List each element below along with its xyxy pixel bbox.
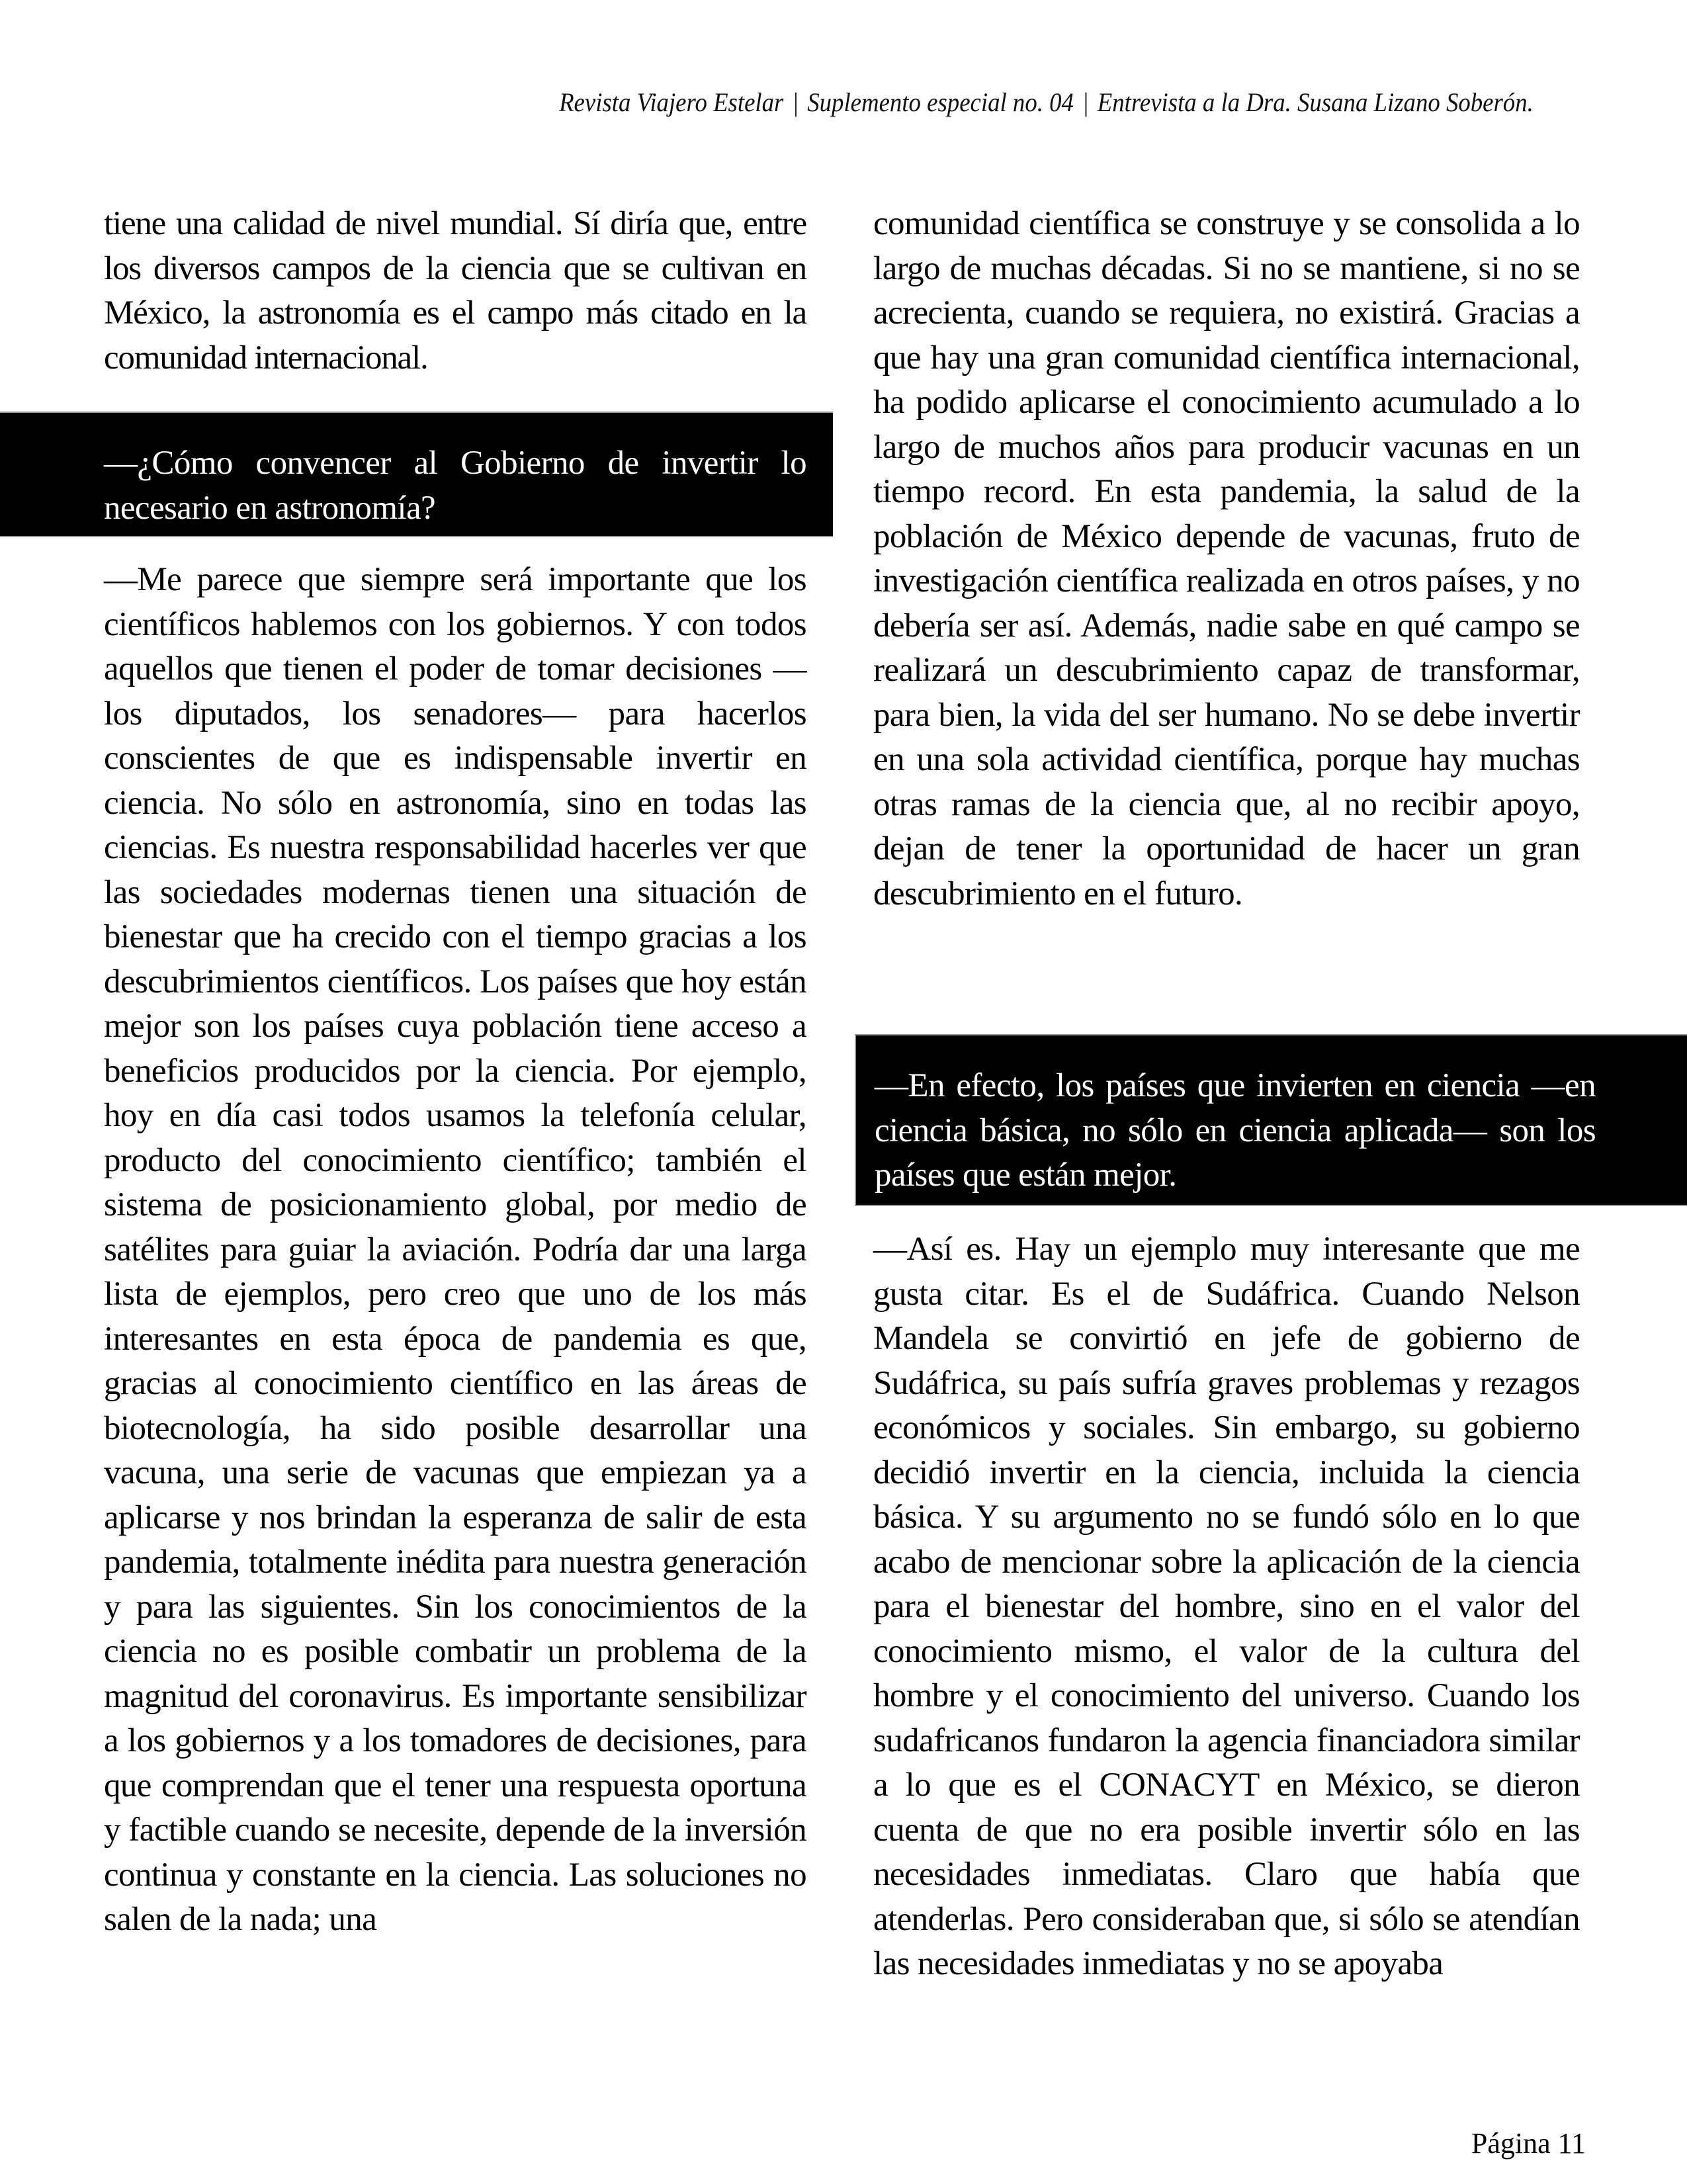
header-interview-title: Entrevista a la Dra. Susana Lizano Soberón. <box>1097 87 1534 117</box>
interview-question-box <box>855 1034 1687 1206</box>
interview-answer: —Me parece que siempre será importante que los científicos hablemos con los gobiernos. Y con todos aquellos que tienen el poder de tomar decisiones —los diputados, los senadores— para hacerlos conscientes de que es indispensable invertir en ciencia. No sólo en astronomía, sino en todas las ciencias. Es nuestra responsabilidad hacerles ver que las sociedades modernas tienen una situación de bienestar que ha crecido con el tiempo gracias a los descubrimientos científicos. Los países que hoy están mejor son los países cuya población tiene acceso a beneficios producidos por la ciencia. Por ejemplo, hoy en día casi todos usamos la telefonía celular, producto del conocimiento científico; también el sistema de posicionamiento global, por medio de satélites para guiar la aviación. Podría dar una larga lista de ejemplos, pero creo que uno de los más interesantes en esta época de pandemia es que, gracias al conocimiento científico en las áreas de biotecnología, ha sido posible desarrollar una vacuna, una serie de vacunas que empiezan ya a aplicarse y nos brindan la esperanza de salir de esta pandemia, totalmente inédita para nuestra generación y para las siguientes. Sin los conocimientos de la ciencia no es posible combatir un problema de la magnitud del coronavirus. Es importante sensibilizar a los gobiernos y a los tomadores de decisiones, para que comprendan que el tener una respuesta oportuna y factible cuando se necesite, depende de la inversión continua y constante en la ciencia. Las soluciones no salen de la nada; una <box>104 561 806 1938</box>
interview-question: —En efecto, los países que invierten en ciencia —en ciencia básica, no sólo en ciencia aplicada— son los países que están mejor. <box>875 1067 1596 1194</box>
left-column <box>104 202 806 380</box>
right-column-answer <box>873 1227 1580 1987</box>
interview-answer: —Así es. Hay un ejemplo muy interesante que me gusta citar. Es el de Sudáfrica. Cuando Nelson Mandela se convirtió en jefe de gobierno de Sudáfrica, su país sufría graves problemas y rezagos económicos y sociales. Sin embargo, su gobierno decidió invertir en la ciencia, incluida la ciencia básica. Y su argumento no se fundó sólo en lo que acabo de mencionar sobre la aplicación de la ciencia para el bienestar del hombre, sino en el valor del conocimiento mismo, el valor de la cultura del hombre y el conocimiento del universo. Cuando los sudafricanos fundaron la agencia financiadora similar a lo que es el CONACYT en México, se dieron cuenta de que no era posible invertir sólo en las necesidades inmediatas. Claro que había que atenderlas. Pero consideraban que, si sólo se atendían las necesidades inmediatas y no se apoyaba <box>873 1231 1580 1982</box>
running-header <box>559 81 1534 124</box>
page-number: Página 11 <box>1471 2127 1586 2160</box>
header-supplement: Suplemento especial no. 04 <box>807 87 1074 117</box>
interview-question: —¿Cómo convencer al Gobierno de invertir lo necesario en astronomía? <box>104 445 806 527</box>
interview-question-box <box>0 412 833 537</box>
header-separator: | <box>1082 87 1090 117</box>
header-magazine-name: Revista Viajero Estelar <box>559 87 784 117</box>
paragraph-continued: tiene una calidad de nivel mundial. Sí diría que, entre los diversos campos de la ciencia que se cultivan en México, la astronomía es el campo más citado en la comunidad internacional. <box>104 205 806 376</box>
right-column <box>873 202 1580 916</box>
header-separator: | <box>792 87 799 117</box>
paragraph-continued: comunidad científica se construye y se consolida a lo largo de muchas décadas. Si no se mantiene, si no se acrecienta, cuando se requiera, no existirá. Gracias a que hay una gran comunidad científica internacional, ha podido aplicarse el conocimiento acumulado a lo largo de muchos años para producir vacunas en un tiempo record. En esta pandemia, la salud de la población de México depende de vacunas, fruto de investigación científica realizada en otros países, y no debería ser así. Además, nadie sabe en qué campo se realizará un descubrimiento capaz de transformar, para bien, la vida del ser humano. No se debe invertir en una sola actividad científica, porque hay muchas otras ramas de la ciencia que, al no recibir apoyo, dejan de tener la oportunidad de hacer un gran descubrimiento en el futuro. <box>873 205 1580 912</box>
left-column-answer <box>104 558 806 1943</box>
